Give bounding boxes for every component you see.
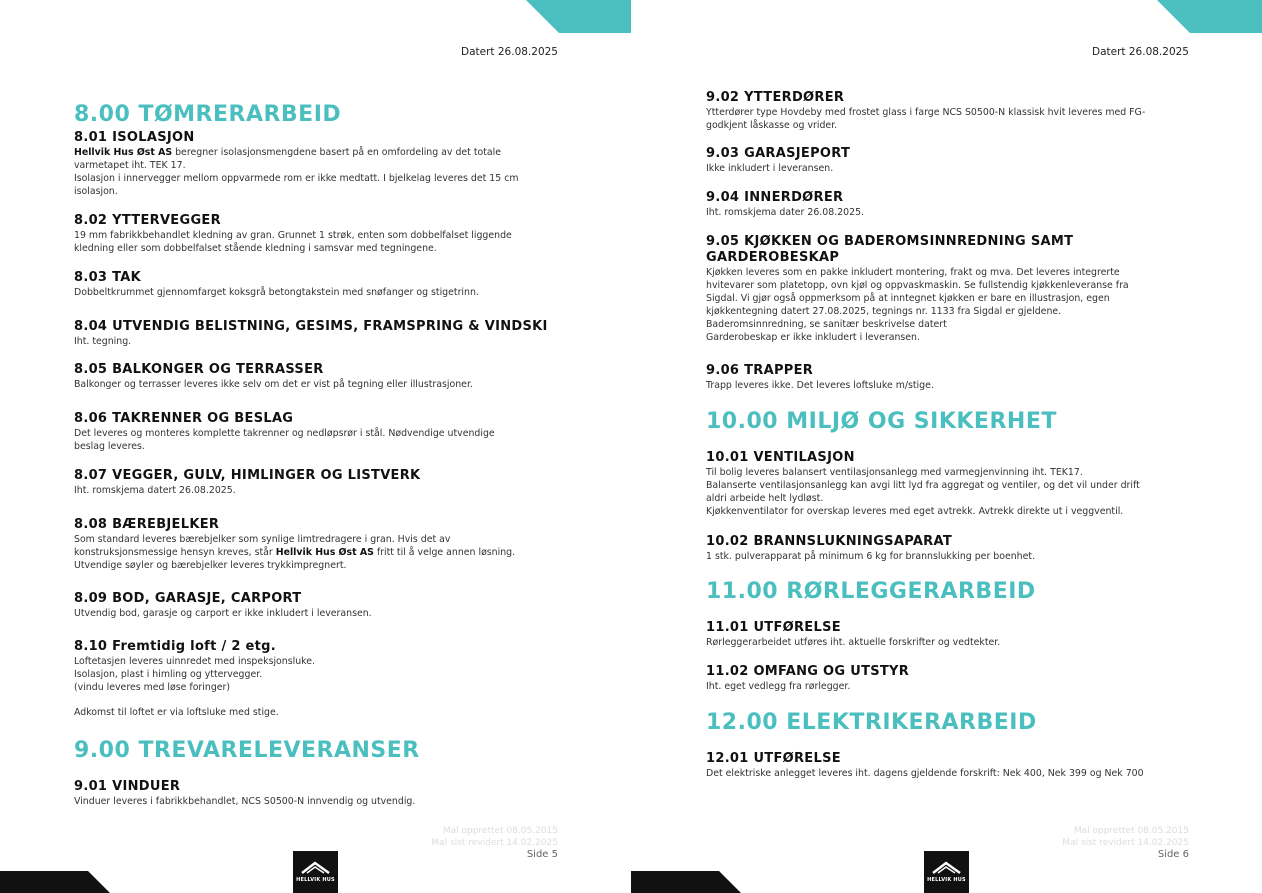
section-title: 8.01 ISOLASJON <box>74 130 195 145</box>
section-11-02 <box>706 664 1196 693</box>
section-8-02 <box>74 213 554 255</box>
logo-text: HELLVIK HUS <box>296 877 335 883</box>
section-title: 8.04 UTVENDIG BELISTNING, GESIMS, FRAMSPRING & VINDSKI <box>74 319 548 334</box>
section-text: beslag leveres. <box>74 441 145 452</box>
text-span: konstruksjonsmessige hensyn kreves, står <box>74 547 276 558</box>
section-text: varmetapet iht. TEK 17. <box>74 160 186 171</box>
section-text: Garderobeskap er ikke inkludert i leveransen. <box>706 332 920 343</box>
section-text: Sigdal. Vi gjør også oppmerksom på at inntegnet kjøkken er bare en illustrasjon, egen <box>706 293 1110 304</box>
page-footer <box>431 825 558 861</box>
hellvik-hus-logo <box>293 851 338 893</box>
section-text: kledning eller som dobbelfalset stående kledning i samsvar med tegningene. <box>74 243 437 254</box>
chapter-title: 9.00 TREVARELEVERANSER <box>74 738 420 763</box>
section-text: Loftetasjen leveres uinnredet med inspeksjonsluke. <box>74 656 316 667</box>
section-11-01 <box>706 620 1196 649</box>
section-9-01 <box>74 779 554 808</box>
section-text: Trapp leveres ikke. Det leveres loftsluke m/stige. <box>706 380 934 391</box>
section-8-06 <box>74 411 554 453</box>
section-text: Iht. romskjema dater 26.08.2025. <box>706 207 865 218</box>
section-8-09 <box>74 591 554 620</box>
section-text: Ikke inkludert i leveransen. <box>706 163 834 174</box>
section-text: Kjøkken leveres som en pakke inkludert montering, frakt og mva. Det leveres integrerte <box>706 267 1120 278</box>
roof-icon <box>924 851 969 893</box>
text-span: beregner isolasjonsmengdene basert på en omfordeling av det totale <box>172 147 502 158</box>
section-text: Balkonger og terrasser leveres ikke selv om det er vist på tegning eller illustrasjoner. <box>74 379 473 390</box>
section-text: Utvendige søyler og bærebjelker leveres trykkimpregnert. <box>74 560 347 571</box>
section-8-05 <box>74 362 554 391</box>
chapter-title: 11.00 RØRLEGGERARBEID <box>706 579 1036 604</box>
template-created: Mal opprettet 08.05.2015 <box>442 826 558 836</box>
template-revised: Mal sist revidert 14.02.2025 <box>1062 838 1189 848</box>
section-text: isolasjon. <box>74 186 118 197</box>
section-text: Iht. tegning. <box>74 336 132 347</box>
section-title: 8.05 BALKONGER OG TERRASSER <box>74 362 324 377</box>
page-number: Side 6 <box>1157 849 1189 860</box>
template-created: Mal opprettet 08.05.2015 <box>1073 826 1189 836</box>
section-text <box>74 546 554 559</box>
section-text: Iht. eget vedlegg fra rørlegger. <box>706 681 851 692</box>
section-9-05 <box>706 234 1196 344</box>
section-text: Isolasjon, plast i himling og yttervegger. <box>74 669 263 680</box>
section-title: 8.08 BÆREBJELKER <box>74 517 220 532</box>
section-text <box>74 146 554 159</box>
section-9-03 <box>706 146 1196 175</box>
section-text: kjøkkentegning datert 27.08.2025, tegnings nr. 1133 fra Sigdal er gjeldene. <box>706 306 1062 317</box>
section-text: Isolasjon i innervegger mellom oppvarmede rom er ikke medtatt. I bjelkelag leveres det 15 cm <box>74 173 519 184</box>
logo-text: HELLVIK HUS <box>927 877 966 883</box>
section-text: Vinduer leveres i fabrikkbehandlet, NCS S0500-N innvendig og utvendig. <box>74 796 416 807</box>
section-title: 8.02 YTTERVEGGER <box>74 213 221 228</box>
company-name: Hellvik Hus Øst AS <box>74 147 173 158</box>
section-9-06 <box>706 363 1196 392</box>
section-10-01 <box>706 450 1196 518</box>
section-title: 9.02 YTTERDØRER <box>706 90 845 105</box>
section-text: hvitevarer som platetopp, ovn kjøl og oppvaskmaskin. Se fullstendig kjøkkenleveranse fra <box>706 280 1129 291</box>
page-6-content <box>706 0 1196 893</box>
section-9-02 <box>706 90 1196 132</box>
chapter-title: 10.00 MILJØ OG SIKKERHET <box>706 409 1057 434</box>
section-text: Balanserte ventilasjonsanlegg kan avgi litt lyd fra aggregat og ventiler, og det vil under drift <box>706 480 1140 491</box>
section-text: Som standard leveres bærebjelker som synlige limtredragere i gran. Hvis det av <box>74 534 451 545</box>
section-title: 9.05 KJØKKEN OG BADEROMSINNREDNING SAMT <box>706 234 1074 249</box>
section-text: (vindu leveres med løse foringer) <box>74 682 231 693</box>
section-title: 9.01 VINDUER <box>74 779 181 794</box>
section-text: Rørleggerarbeidet utføres iht. aktuelle forskrifter og vedtekter. <box>706 637 1001 648</box>
section-text: Kjøkkenventilator for overskap leveres med eget avtrekk. Avtrekk direkte ut i veggventil. <box>706 506 1124 517</box>
document-date: Datert 26.08.2025 <box>461 46 558 58</box>
section-text: Til bolig leveres balansert ventilasjonsanlegg med varmegjenvinning iht. TEK17. <box>706 467 1083 478</box>
section-title: 9.06 TRAPPER <box>706 363 814 378</box>
section-text: Det leveres og monteres komplette takrenner og nedløpsrør i stål. Nødvendige utvendige <box>74 428 495 439</box>
section-8-07 <box>74 468 554 497</box>
section-title: 12.01 UTFØRELSE <box>706 751 841 766</box>
bottom-corner-accent <box>0 871 110 893</box>
company-name: Hellvik Hus Øst AS <box>275 547 374 558</box>
section-title: 9.03 GARASJEPORT <box>706 146 851 161</box>
page-5-content <box>74 0 554 893</box>
text-span: fritt til å velge annen løsning. <box>373 547 516 558</box>
section-text: godkjent låskasse og vrider. <box>706 120 838 131</box>
section-title: 11.01 UTFØRELSE <box>706 620 841 635</box>
chapter-title: 8.00 TØMRERARBEID <box>74 102 342 127</box>
section-9-04 <box>706 190 1196 219</box>
section-title: 8.07 VEGGER, GULV, HIMLINGER OG LISTVERK <box>74 468 421 483</box>
section-text: 19 mm fabrikkbehandlet kledning av gran. Grunnet 1 strøk, enten som dobbelfalset liggende <box>74 230 512 241</box>
section-title: 8.06 TAKRENNER OG BESLAG <box>74 411 294 426</box>
section-title: 11.02 OMFANG OG UTSTYR <box>706 664 910 679</box>
hellvik-hus-logo <box>924 851 969 893</box>
section-text: Dobbeltkrummet gjennomfarget koksgrå betongtakstein med snøfanger og stigetrinn. <box>74 287 479 298</box>
section-text: Ytterdører type Hovdeby med frostet glass i farge NCS S0500-N klassisk hvit leveres med FG- <box>706 107 1146 118</box>
section-8-01 <box>74 130 554 198</box>
section-text: 1 stk. pulverapparat på minimum 6 kg for brannslukking per boenhet. <box>706 551 1036 562</box>
page-6 <box>631 0 1262 893</box>
template-revised: Mal sist revidert 14.02.2025 <box>431 838 558 848</box>
section-text: aldri arbeide helt lydløst. <box>706 493 824 504</box>
chapter-title: 12.00 ELEKTRIKERARBEID <box>706 710 1037 735</box>
section-text: Utvendig bod, garasje og carport er ikke inkludert i leveransen. <box>74 608 372 619</box>
page-number: Side 5 <box>526 849 558 860</box>
section-8-04 <box>74 319 554 348</box>
section-text: Det elektriske anlegget leveres iht. dagens gjeldende forskrift: Nek 400, Nek 399 og Nek 700 <box>706 768 1144 779</box>
section-title: 10.01 VENTILASJON <box>706 450 855 465</box>
document-date: Datert 26.08.2025 <box>1092 46 1189 58</box>
section-8-08 <box>74 517 554 572</box>
bottom-corner-accent <box>631 871 741 893</box>
section-title: 8.10 Fremtidig loft / 2 etg. <box>74 639 276 654</box>
section-10-02 <box>706 534 1196 563</box>
section-title: 10.02 BRANNSLUKNINGSAPARAT <box>706 534 953 549</box>
section-title: 8.03 TAK <box>74 270 141 285</box>
section-text: Adkomst til loftet er via loftsluke med stige. <box>74 707 279 718</box>
section-title: 8.09 BOD, GARASJE, CARPORT <box>74 591 302 606</box>
section-title: 9.04 INNERDØRER <box>706 190 844 205</box>
roof-icon <box>293 851 338 893</box>
section-8-03 <box>74 270 554 299</box>
section-12-01 <box>706 751 1196 780</box>
section-text: Iht. romskjema datert 26.08.2025. <box>74 485 236 496</box>
section-8-10 <box>74 639 554 719</box>
section-title: GARDEROBESKAP <box>706 250 840 265</box>
section-text: Baderomsinnredning, se sanitær beskrivelse datert <box>706 319 947 330</box>
page-footer <box>1062 825 1189 861</box>
